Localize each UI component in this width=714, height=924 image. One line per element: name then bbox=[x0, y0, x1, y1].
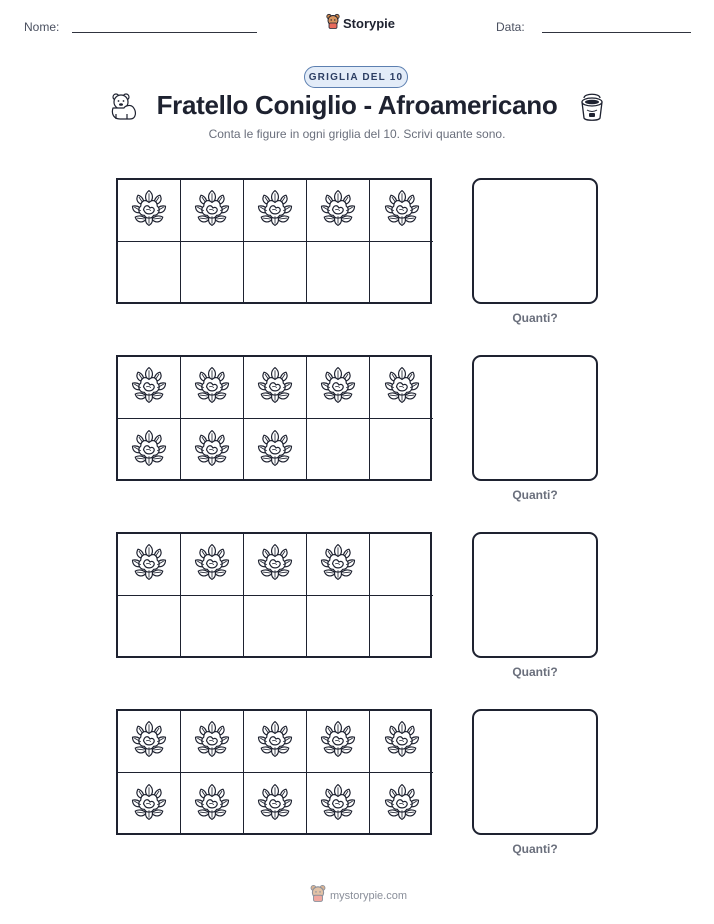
ten-frame-cell bbox=[244, 180, 307, 242]
leafy-bush-icon bbox=[253, 186, 297, 235]
ten-frame-cell bbox=[118, 773, 181, 835]
leafy-bush-icon bbox=[190, 717, 234, 766]
ten-frame-cell bbox=[181, 534, 244, 596]
footer-url: mystorypie.com bbox=[330, 889, 408, 902]
leafy-bush-icon bbox=[253, 780, 297, 829]
ten-frame-cell bbox=[370, 357, 433, 419]
leafy-bush-icon bbox=[380, 186, 424, 235]
ten-frame bbox=[116, 709, 432, 835]
ten-frame-cell bbox=[244, 711, 307, 773]
ten-frame-cell bbox=[118, 711, 181, 773]
ten-frame-cell bbox=[181, 180, 244, 242]
answer-box[interactable] bbox=[472, 355, 598, 481]
brand-logo bbox=[326, 13, 395, 34]
leafy-bush-icon bbox=[253, 426, 297, 475]
ten-frame bbox=[116, 532, 432, 658]
ten-frame bbox=[116, 355, 432, 481]
brand-name: Storypie bbox=[343, 16, 396, 31]
leafy-bush-icon bbox=[253, 363, 297, 412]
ten-frame-cell bbox=[244, 596, 307, 658]
storypie-bear-icon bbox=[310, 884, 326, 907]
leafy-bush-icon bbox=[127, 186, 171, 235]
leafy-bush-icon bbox=[127, 540, 171, 589]
name-field[interactable] bbox=[72, 32, 257, 33]
footer bbox=[310, 884, 407, 907]
ten-frame-cell bbox=[244, 534, 307, 596]
answer-box[interactable] bbox=[472, 709, 598, 835]
ten-frame-cell bbox=[370, 773, 433, 835]
ten-frame-cell bbox=[244, 357, 307, 419]
answer-label: Quanti? bbox=[512, 665, 558, 679]
date-label: Data: bbox=[496, 20, 525, 34]
ten-frame-cell bbox=[181, 711, 244, 773]
ten-frame-cell bbox=[370, 711, 433, 773]
ten-frame-cell bbox=[307, 419, 370, 481]
ten-frame-cell bbox=[181, 357, 244, 419]
page-title: Fratello Coniglio - Afroamericano bbox=[156, 90, 558, 120]
ten-frame-cell bbox=[118, 180, 181, 242]
ten-frame-cell bbox=[307, 180, 370, 242]
ten-frame-cell bbox=[307, 773, 370, 835]
ten-frame-cell bbox=[244, 419, 307, 481]
ten-frame-cell bbox=[118, 419, 181, 481]
answer-box[interactable] bbox=[472, 532, 598, 658]
leafy-bush-icon bbox=[190, 780, 234, 829]
ten-frame-cell bbox=[307, 242, 370, 304]
leafy-bush-icon bbox=[316, 780, 360, 829]
ten-frame-cell bbox=[370, 242, 433, 304]
leafy-bush-icon bbox=[316, 717, 360, 766]
name-label: Nome: bbox=[24, 20, 60, 34]
ten-frame-cell bbox=[244, 773, 307, 835]
storypie-bear-icon bbox=[326, 13, 340, 34]
ten-frame-cell bbox=[181, 242, 244, 304]
leafy-bush-icon bbox=[127, 363, 171, 412]
ten-frame-cell bbox=[181, 596, 244, 658]
ten-frame bbox=[116, 178, 432, 304]
leafy-bush-icon bbox=[380, 780, 424, 829]
ten-frame-cell bbox=[307, 596, 370, 658]
leafy-bush-icon bbox=[253, 717, 297, 766]
ten-frame-cell bbox=[118, 242, 181, 304]
leafy-bush-icon bbox=[316, 540, 360, 589]
leafy-bush-icon bbox=[253, 540, 297, 589]
ten-frame-cell bbox=[370, 534, 433, 596]
ten-frame-cell bbox=[181, 419, 244, 481]
answer-label: Quanti? bbox=[512, 488, 558, 502]
leafy-bush-icon bbox=[380, 717, 424, 766]
ten-frame-cell bbox=[370, 596, 433, 658]
leafy-bush-icon bbox=[127, 780, 171, 829]
leafy-bush-icon bbox=[190, 186, 234, 235]
answer-label: Quanti? bbox=[512, 842, 558, 856]
leafy-bush-icon bbox=[316, 186, 360, 235]
leafy-bush-icon bbox=[190, 426, 234, 475]
ten-frame-cell bbox=[307, 711, 370, 773]
bucket-icon bbox=[579, 92, 605, 127]
section-badge: GRIGLIA DEL 10 bbox=[304, 66, 408, 88]
leafy-bush-icon bbox=[316, 363, 360, 412]
ten-frame-cell bbox=[118, 534, 181, 596]
instructions: Conta le figure in ogni griglia del 10. Scrivi quante sono. bbox=[208, 127, 506, 141]
answer-box[interactable] bbox=[472, 178, 598, 304]
ten-frame-cell bbox=[244, 242, 307, 304]
ten-frame-cell bbox=[181, 773, 244, 835]
date-field[interactable] bbox=[542, 32, 691, 33]
ten-frame-cell bbox=[370, 180, 433, 242]
ten-frame-cell bbox=[118, 357, 181, 419]
answer-label: Quanti? bbox=[512, 311, 558, 325]
leafy-bush-icon bbox=[127, 717, 171, 766]
ten-frame-cell bbox=[307, 534, 370, 596]
leafy-bush-icon bbox=[380, 363, 424, 412]
leafy-bush-icon bbox=[190, 363, 234, 412]
leafy-bush-icon bbox=[127, 426, 171, 475]
ten-frame-cell bbox=[370, 419, 433, 481]
ten-frame-cell bbox=[118, 596, 181, 658]
ten-frame-cell bbox=[307, 357, 370, 419]
leafy-bush-icon bbox=[190, 540, 234, 589]
